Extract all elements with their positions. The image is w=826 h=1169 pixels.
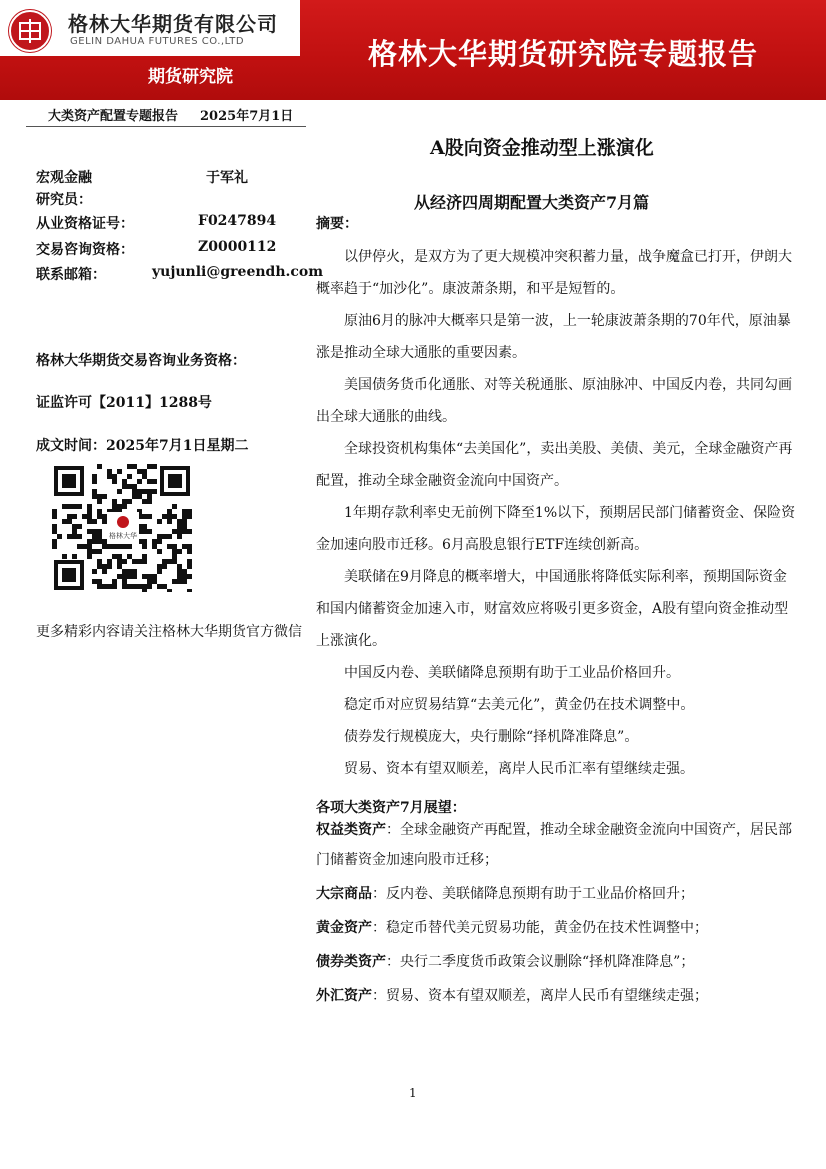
author-field-row [36,167,248,187]
page-number: 1 [409,1086,417,1100]
outlook-item-label: 外汇资产 [316,988,372,1004]
outlook-item [316,981,798,1011]
department-label: 期货研究院 [148,67,233,87]
header-logo-area [0,0,300,56]
abstract-paragraph: 贸易、资本有望双顺差，离岸人民币汇率有望继续走强。 [344,761,694,777]
follow-wechat-text: 更多精彩内容请关注格林大华期货官方微信 [36,624,302,640]
header-title: 格林大华期货研究院专题报告 [368,37,759,71]
main-title: A股向资金推动型上涨演化 [430,137,654,159]
cert-value: F0247894 [198,213,277,229]
abstract-paragraph: 债券发行规模庞大，央行删除“择机降准降息”。 [344,729,639,745]
outlook-item [316,913,798,943]
outlook-item-label: 大宗商品 [316,886,372,902]
consult-value: Z0000112 [198,239,277,255]
outlook-item-text: ：贸易、资本有望双顺差，离岸人民币有望继续走强； [372,988,708,1004]
outlook-item [316,879,798,909]
sub-title: 从经济四周期配置大类资产7月篇 [414,193,650,212]
abstract-paragraph: 以伊停火，是双方为了更大规模冲突积蓄力量，战争魔盒已打开，伊朗大概率趋于“加沙化”。康波萧条期，和平是短暂的。 [316,249,792,297]
outlook-item-text: ：稳定币替代美元贸易功能，黄金仍在技术性调整中； [372,920,708,936]
report-type: 大类资产配置专题报告 [48,109,179,124]
abstract-paragraph: 稳定币对应贸易结算“去美元化”，黄金仍在技术调整中。 [344,697,695,713]
qr-code[interactable] [52,464,192,592]
email-label: 联系邮箱： [36,267,106,283]
consult-label: 交易咨询资格： [36,242,134,258]
license-number: 证监许可【2011】1288号 [36,395,212,411]
abstract-paragraph: 中国反内卷、美联储降息预期有助于工业品价格回升。 [344,665,680,681]
outlook-item-text: ：反内卷、美联储降息预期有助于工业品价格回升； [372,886,694,902]
abstract-paragraph: 全球投资机构集体“去美国化”，卖出美股、美债、美元，全球金融资产再配置，推动全球金融资金流向中国资产。 [316,441,793,489]
header-banner [0,0,826,100]
abstract-paragraph: 原油6月的脉冲大概率只是第一波，上一轮康波萧条期的70年代，原油暴涨是推动全球大通胀的重要因素。 [316,313,791,361]
written-time: 成文时间：2025年7月1日星期二 [36,438,249,454]
consult-row [36,239,277,259]
qr-logo-text: 格林大华 [109,532,137,540]
divider [26,126,306,127]
abstract-paragraph: 美联储在9月降息的概率增大，中国通胀将降低实际利率，预期国际资金和国内储蓄资金加速入市，财富效应将吸引更多资金，A股有望向资金推动型上涨演化。 [316,569,789,649]
field-label: 宏观金融 [36,170,92,186]
cert-row [36,213,277,233]
researcher-label: 研究员： [36,192,92,208]
company-logo-icon [8,9,52,53]
email-value[interactable]: yujunli@greendh.com [152,264,324,280]
outlook-item-text: ：央行二季度货币政策会议删除“择机降准降息”； [386,954,695,970]
abstract-label: 摘要： [316,216,358,232]
abstract-paragraph: 1年期存款利率史无前例下降至1%以下，预期居民部门储蓄资金、保险资金加速向股市迁移。6月高股息银行ETF连续创新高。 [316,505,796,553]
outlook-item-text: ：全球金融资产再配置，推动全球金融资金流向中国资产，居民部门储蓄资金加速向股市迁移； [316,822,792,868]
outlook-item [316,815,798,875]
report-tag [48,105,293,124]
cert-label: 从业资格证号： [36,216,134,232]
outlook-item [316,947,798,977]
abstract [316,241,798,785]
outlook-item-label: 黄金资产 [316,920,372,936]
license-title: 格林大华期货交易咨询业务资格： [36,353,246,369]
outlook-label: 各项大类资产7月展望： [316,800,466,816]
outlook-list [316,815,798,1015]
outlook-item-label: 债券类资产 [316,954,386,970]
outlook-item-label: 权益类资产 [316,822,386,838]
author-name: 于军礼 [206,170,248,186]
abstract-paragraph: 美国债务货币化通胀、对等关税通胀、原油脉冲、中国反内卷，共同勾画出全球大通胀的曲线。 [316,377,792,425]
company-name-cn: 格林大华期货有限公司 [68,12,278,36]
email-row [36,264,324,284]
report-date: 2025年7月1日 [200,109,294,124]
company-name-en: GELIN DAHUA FUTURES CO.,LTD [70,36,245,47]
